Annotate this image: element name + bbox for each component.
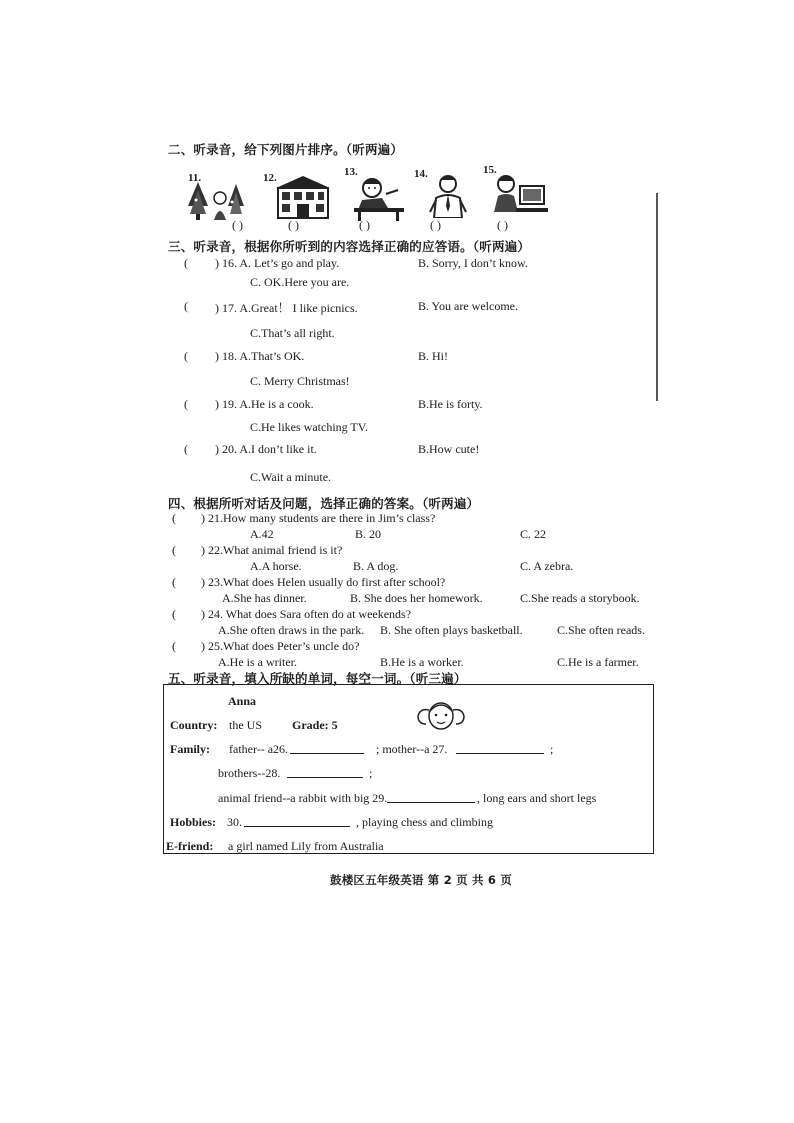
option-c: C.He is a farmer. (557, 655, 639, 669)
country-value: the US (229, 718, 262, 732)
answer-paren[interactable]: ( (172, 511, 176, 525)
brothers-semicolon: ; (369, 766, 373, 780)
girl-face-icon (412, 694, 470, 734)
option-b: B. She often plays basketball. (380, 623, 523, 637)
scrollbar[interactable] (656, 193, 658, 401)
boy-at-desk-picture (348, 176, 410, 222)
picture-number: 13. (344, 166, 358, 178)
option-a: A.She has dinner. (222, 591, 307, 605)
option-b: B.He is forty. (418, 397, 483, 411)
picture-number: 14. (414, 168, 428, 180)
mother-text: ; mother--a 27. (376, 742, 448, 756)
question-text: ) 16. A. Let’s go and play. (215, 256, 340, 270)
question-text: ) 25.What does Peter’s uncle do? (201, 639, 360, 653)
animal-friend-text: animal friend--a rabbit with big 29. (218, 791, 388, 805)
option-c: C.Wait a minute. (250, 470, 332, 484)
answer-paren[interactable]: ( (172, 543, 176, 557)
computer-user-picture (490, 172, 552, 218)
option-c: C. Merry Christmas! (250, 374, 350, 388)
option-b: B. Sorry, I don’t know. (418, 256, 528, 270)
answer-paren[interactable]: ( ) (232, 218, 243, 232)
question-text: ) 21.How many students are there in Jim’s class? (201, 511, 436, 525)
answer-paren[interactable]: ( ) (497, 218, 508, 232)
option-b: B.How cute! (418, 442, 480, 456)
option-c: C.She reads a storybook. (520, 591, 640, 605)
option-a: A.A horse. (250, 559, 302, 573)
answer-paren[interactable]: ( ) (288, 218, 299, 232)
answer-paren[interactable]: ( ) (359, 218, 370, 232)
section-4-title: 四、根据所听对话及问题，选择正确的答案。（听两遍） (168, 496, 480, 511)
blank-26[interactable] (290, 742, 364, 754)
picture-number: 15. (483, 164, 497, 176)
option-c: C.That’s all right. (250, 326, 335, 340)
answer-paren[interactable]: ( (184, 349, 188, 363)
answer-paren[interactable]: ( (172, 607, 176, 621)
page-footer: 鼓楼区五年级英语 第 2 页 共 6 页 (330, 873, 513, 887)
school-building-picture (272, 174, 334, 220)
brothers-text: brothers--28. (218, 766, 281, 780)
section-3-title: 三、听录音，根据你所听到的内容选择正确的应答语。（听两遍） (168, 239, 531, 254)
question-text: ) 23.What does Helen usually do first after school? (201, 575, 446, 589)
father-text: father-- a26. (229, 742, 289, 756)
option-c: C. OK.Here you are. (250, 275, 350, 289)
answer-paren[interactable]: ( (184, 397, 188, 411)
answer-paren[interactable]: ( (184, 256, 188, 270)
family-label: Family: (170, 742, 210, 756)
family-semicolon: ; (550, 742, 554, 756)
hobbies-label: Hobbies: (170, 815, 217, 829)
question-text: ) 24. What does Sara often do at weekends? (201, 607, 412, 621)
option-b: B.He is a worker. (380, 655, 464, 669)
option-c: C.She often reads. (557, 623, 645, 637)
option-c: C. A zebra. (520, 559, 574, 573)
animal-friend-tail: , long ears and short legs (477, 791, 597, 805)
efriend-value: a girl named Lily from Australia (228, 839, 384, 853)
question-text: ) 18. A.That’s OK. (215, 349, 305, 363)
picture-number: 12. (263, 172, 277, 184)
option-c: C.He likes watching TV. (250, 420, 368, 434)
profile-name: Anna (228, 694, 257, 708)
option-a: A.42 (250, 527, 274, 541)
question-text: ) 20. A.I don’t like it. (215, 442, 317, 456)
answer-paren[interactable]: ( (184, 442, 188, 456)
option-b: B. You are welcome. (418, 299, 518, 313)
question-text: ) 17. A.Great！ I like picnics. (215, 301, 358, 315)
blank-30[interactable] (244, 815, 350, 827)
efriend-label: E-friend: (166, 839, 214, 853)
answer-paren[interactable]: ( (184, 299, 188, 313)
option-a: A.He is a writer. (218, 655, 297, 669)
answer-paren[interactable]: ( ) (430, 218, 441, 232)
question-text: ) 22.What animal friend is it? (201, 543, 343, 557)
hobbies-tail: , playing chess and climbing (356, 815, 493, 829)
blank-29[interactable] (387, 791, 475, 803)
grade-label: Grade: 5 (292, 718, 338, 732)
option-b: B. Hi! (418, 349, 448, 363)
question-text: ) 19. A.He is a cook. (215, 397, 314, 411)
section-5-title: 五、听录音，填入所缺的单词，每空一词。（听三遍） (168, 671, 467, 686)
answer-paren[interactable]: ( (172, 575, 176, 589)
option-b: B. 20 (355, 527, 382, 541)
option-c: C. 22 (520, 527, 547, 541)
country-label: Country: (170, 718, 218, 732)
christmas-party-picture (186, 176, 248, 222)
picture-number: 11. (188, 172, 202, 184)
option-b: B. A dog. (353, 559, 399, 573)
hobbies-number: 30. (227, 815, 242, 829)
option-a: A.She often draws in the park. (218, 623, 365, 637)
option-b: B. She does her homework. (350, 591, 483, 605)
blank-27[interactable] (456, 742, 544, 754)
answer-paren[interactable]: ( (172, 639, 176, 653)
section-2-title: 二、听录音，给下列图片排序。（听两遍） (168, 142, 404, 157)
man-in-coat-picture (420, 172, 482, 218)
blank-28[interactable] (287, 766, 363, 778)
